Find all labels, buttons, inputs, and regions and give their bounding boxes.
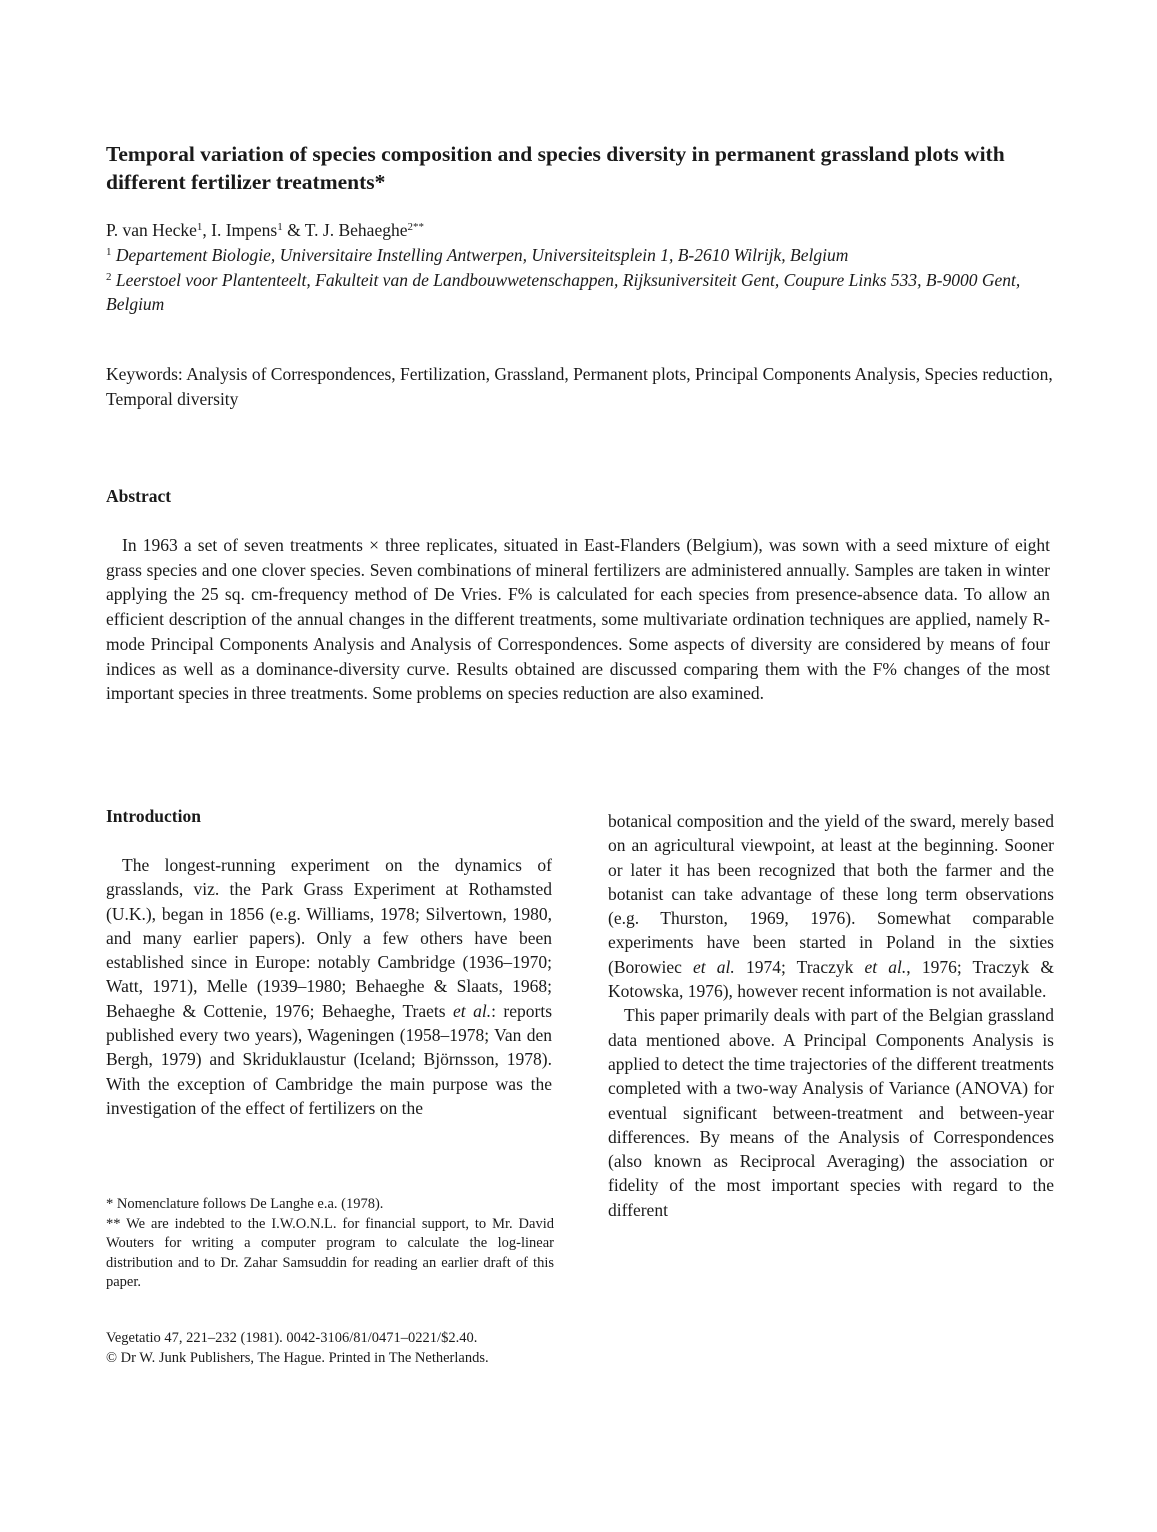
body-text: 1974; Traczyk — [734, 956, 865, 977]
introduction-left-column — [106, 853, 552, 1120]
footnotes — [106, 1195, 554, 1293]
abstract-text: In 1963 a set of seven treatments × three replicates, situated in East-Flanders (Belgium), was sown with a seed mixture of eight grass species and one clover species. Seven combinations of mineral fertilizers are administered annually. Samples are taken in winter applying the 25 sq. cm-frequency method of De Vries. F% is calculated for each species from presence-absence data. To allow an efficient description of the annual changes in the different treatments, some multivariate ordination techniques are applied, namely R-mode Principal Components Analysis and Analysis of Correspondences. Some aspects of diversity are considered by means of four indices as well as a dominance-diversity curve. Results obtained are discussed comparing them with the F% changes of the most important species in three treatments. Some problems on species reduction are also examined. — [106, 535, 1050, 704]
abstract-heading: Abstract — [106, 486, 172, 506]
body-text: botanical composition and the yield of the sward, merely based on an agricultural viewpoint, at least at the beginning. Sooner or later it has been recognized that both the farmer and the botanist can take advantage of these long term observations (e.g. Thurston, 1969, 1976). Somewhat comparable experiments have been started in Poland in the sixties (Borowiec — [608, 811, 1054, 977]
affiliation-text: Leerstoel voor Plantenteelt, Fakulteit van de Landbouwwetenschappen, Rijksuniversiteit Gent, Coupure Links 533, B-9000 Gent, Belgium — [106, 270, 1021, 314]
author-name: P. van Hecke — [106, 220, 197, 240]
author-name: & T. J. Behaeghe — [282, 220, 408, 240]
citation-line: Vegetatio 47, 221–232 (1981). 0042-3106/81/0471–0221/$2.40. — [106, 1330, 478, 1346]
body-text-italic: et al. — [693, 956, 735, 977]
body-text: The longest-running experiment on the dynamics of grasslands, viz. the Park Grass Experiment at Rothamsted (U.K.), began in 1856 (e.g. Williams, 1978; Silvertown, 1980, and many earlier papers). Only a few others have been established since in Europe: notably Cambridge (1936–1970; Watt, 1971), Melle (1939–1980; Behaeghe & Slaats, 1968; Behaeghe & Cottenie, 1976; Behaeghe, Traets — [106, 855, 552, 1021]
affiliation-1 — [106, 240, 1066, 267]
copyright-line: © Dr W. Junk Publishers, The Hague. Printed in The Netherlands. — [106, 1350, 489, 1366]
affiliation-text: Departement Biologie, Universitaire Instelling Antwerpen, Universiteitsplein 1, B-2610 Wilrijk, Belgium — [111, 245, 849, 265]
paper-title: Temporal variation of species composition and species diversity in permanent grassland plots with different fertilizer treatments* — [106, 142, 1005, 194]
affiliation-marker: 1 — [106, 246, 112, 258]
keywords: Keywords: Analysis of Correspondences, Fertilization, Grassland, Permanent plots, Principal Components Analysis, Species reduction, Temporal diversity — [106, 364, 1053, 409]
affiliation-marker: 2 — [106, 271, 112, 283]
paragraph: This paper primarily deals with part of the Belgian grassland data mentioned above. A Principal Components Analysis is applied to detect the time trajectories of the different treatments completed with a two-way Analysis of Variance (ANOVA) for eventual significant between-treatment and between-year differences. By means of the Analysis of Correspondences (also known as Reciprocal Averaging) the association or fidelity of the most important species with regard to the different — [608, 1005, 1054, 1220]
footnote: ** We are indebted to the I.W.O.N.L. for financial support, to Mr. David Wouters for writing a computer program to calculate the log-linear distribution and to Dr. Zahar Samsuddin for reading an earlier draft of this paper. — [106, 1215, 554, 1290]
body-text-italic: et al. — [864, 956, 907, 977]
affiliation-marker: 1 — [277, 221, 283, 233]
introduction-right-column — [608, 809, 1054, 1222]
affiliation-marker: 1 — [196, 221, 203, 233]
introduction-heading: Introduction — [106, 806, 201, 826]
body-text: : reports published every two years), Wageningen (1958–1978; Van den Bergh, 1979) and Skriduklaustur (Iceland; Björnsson, 1978). With the exception of Cambridge the main purpose was the investigation of the effect of fertilizers on the — [106, 1000, 553, 1118]
paragraph-continuation — [608, 809, 1054, 1003]
author-list — [106, 215, 1066, 242]
body-text-italic: et al. — [453, 1000, 492, 1021]
journal-citation — [106, 1328, 626, 1368]
author-name: , I. Impens — [202, 220, 278, 240]
footnote: * Nomenclature follows De Langhe e.a. (1978). — [106, 1196, 384, 1212]
affiliation-2 — [106, 265, 1066, 316]
affiliation-marker: 2** — [407, 221, 424, 233]
body-text: , 1976; Traczyk & Kotowska, 1976), however recent information is not available. — [608, 956, 1054, 1002]
